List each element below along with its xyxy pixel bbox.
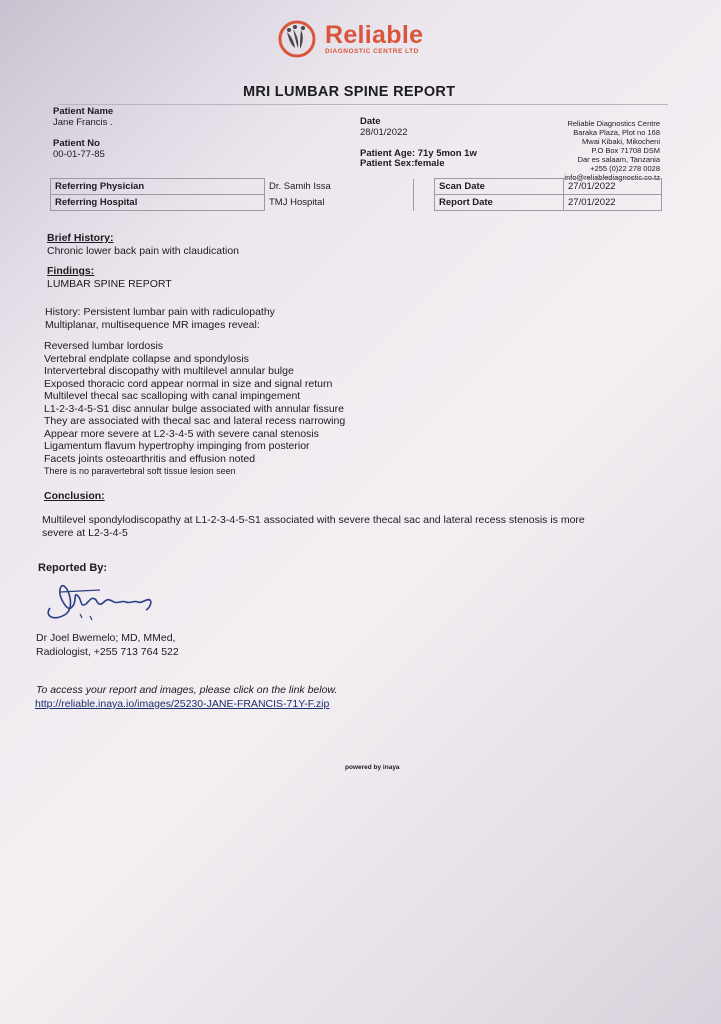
referring-physician: Dr. Samih Issa xyxy=(265,179,414,195)
list-item: Exposed thoracic cord appear normal in size and signal return xyxy=(44,377,333,390)
findings-intro-line: Multiplanar, multisequence MR images reveal: xyxy=(45,318,260,331)
findings-intro-line: History: Persistent lumbar pain with radiculopathy xyxy=(45,306,275,318)
list-item: Appear more severe at L2-3-4-5 with severe canal stenosis xyxy=(44,427,319,440)
history-text: Chronic lower back pain with claudication xyxy=(47,245,240,257)
address-email: info@reliablediagnostic.co.tz xyxy=(564,173,660,182)
history-heading: Brief History: xyxy=(47,232,114,244)
patient-name-label: Patient Name xyxy=(53,106,114,117)
address-line: P.O Box 71708 DSM xyxy=(591,146,660,155)
centre-address xyxy=(520,119,660,182)
findings-list xyxy=(44,340,345,478)
conclusion-line: severe at L2-3-4-5 xyxy=(42,526,128,539)
report-date-label-top: Date xyxy=(360,116,381,127)
address-line: +255 (0)22 278 0028 xyxy=(590,164,660,173)
list-item: Intervertebral discopathy with multilevel annular bulge xyxy=(44,365,294,377)
list-item: Facets joints osteoarthritis and effusion noted xyxy=(44,452,256,465)
list-item: L1-2-3-4-5-S1 disc annular bulge associated with annular fissure xyxy=(44,402,344,415)
logo-subtitle: DIAGNOSTIC CENTRE LTD xyxy=(325,47,419,55)
address-line: Baraka Plaza, Plot no 168 xyxy=(573,128,660,137)
patient-name: Jane Francis . xyxy=(53,117,113,128)
list-item: Reversed lumbar lordosis xyxy=(44,340,164,352)
findings-intro xyxy=(45,306,275,331)
table-row xyxy=(51,195,662,211)
conclusion-text xyxy=(42,514,585,539)
scan-date-label: Scan Date xyxy=(435,179,564,195)
logo-mark-icon xyxy=(275,20,319,58)
patient-age: Patient Age: 71y 5mon 1w xyxy=(360,148,477,159)
access-instructions: To access your report and images, please click on the link below. xyxy=(36,684,338,696)
address-line: Mwai Kibaki, Mikocheni xyxy=(582,137,660,146)
table-row xyxy=(51,179,662,195)
title-divider xyxy=(58,104,668,105)
patient-no-label: Patient No xyxy=(53,138,100,149)
referring-physician-label: Referring Physician xyxy=(51,179,265,195)
scan-date: 27/01/2022 xyxy=(564,179,662,195)
report-date: 27/01/2022 xyxy=(564,195,662,211)
list-item: There is no paravertebral soft tissue lesion seen xyxy=(44,466,236,476)
powered-by: powered by inaya xyxy=(345,764,400,771)
patient-sex: Patient Sex:female xyxy=(360,158,445,169)
centre-logo xyxy=(275,20,423,58)
findings-subtitle: LUMBAR SPINE REPORT xyxy=(47,278,172,290)
address-line: Dar es salaam, Tanzania xyxy=(577,155,660,164)
radiologist-signature xyxy=(40,578,170,626)
referral-table xyxy=(50,178,662,211)
address-line: Reliable Diagnostics Centre xyxy=(567,119,660,128)
list-item: Vertebral endplate collapse and spondylosis xyxy=(44,352,249,365)
conclusion-line: Multilevel spondylodiscopathy at L1-2-3-4-5-S1 associated with severe thecal sac and lateral recess stenosis is more xyxy=(42,514,585,526)
list-item: Multilevel thecal sac scalloping with canal impingement xyxy=(44,390,301,402)
logo-name: Reliable xyxy=(325,20,424,49)
reported-by-heading: Reported By: xyxy=(38,562,108,574)
list-item: Ligamentum flavum hypertrophy impinging from posterior xyxy=(44,440,310,452)
report-title: MRI LUMBAR SPINE REPORT xyxy=(243,84,456,100)
radiologist-name: Dr Joel Bwemelo; MD, MMed, xyxy=(36,632,176,644)
referring-hospital: TMJ Hospital xyxy=(265,195,414,211)
referring-hospital-label: Referring Hospital xyxy=(51,195,265,211)
report-date-label: Report Date xyxy=(435,195,564,211)
findings-heading: Findings: xyxy=(47,265,95,277)
conclusion-heading: Conclusion: xyxy=(44,490,105,502)
list-item: They are associated with thecal sac and lateral recess narrowing xyxy=(44,415,346,427)
report-date-top: 28/01/2022 xyxy=(360,127,408,138)
radiologist-role: Radiologist, +255 713 764 522 xyxy=(36,646,179,658)
report-download-link[interactable]: http://reliable.inaya.io/images/25230-JANE-FRANCIS-71Y-F.zip xyxy=(35,698,330,710)
patient-no: 00-01-77-85 xyxy=(53,149,105,160)
